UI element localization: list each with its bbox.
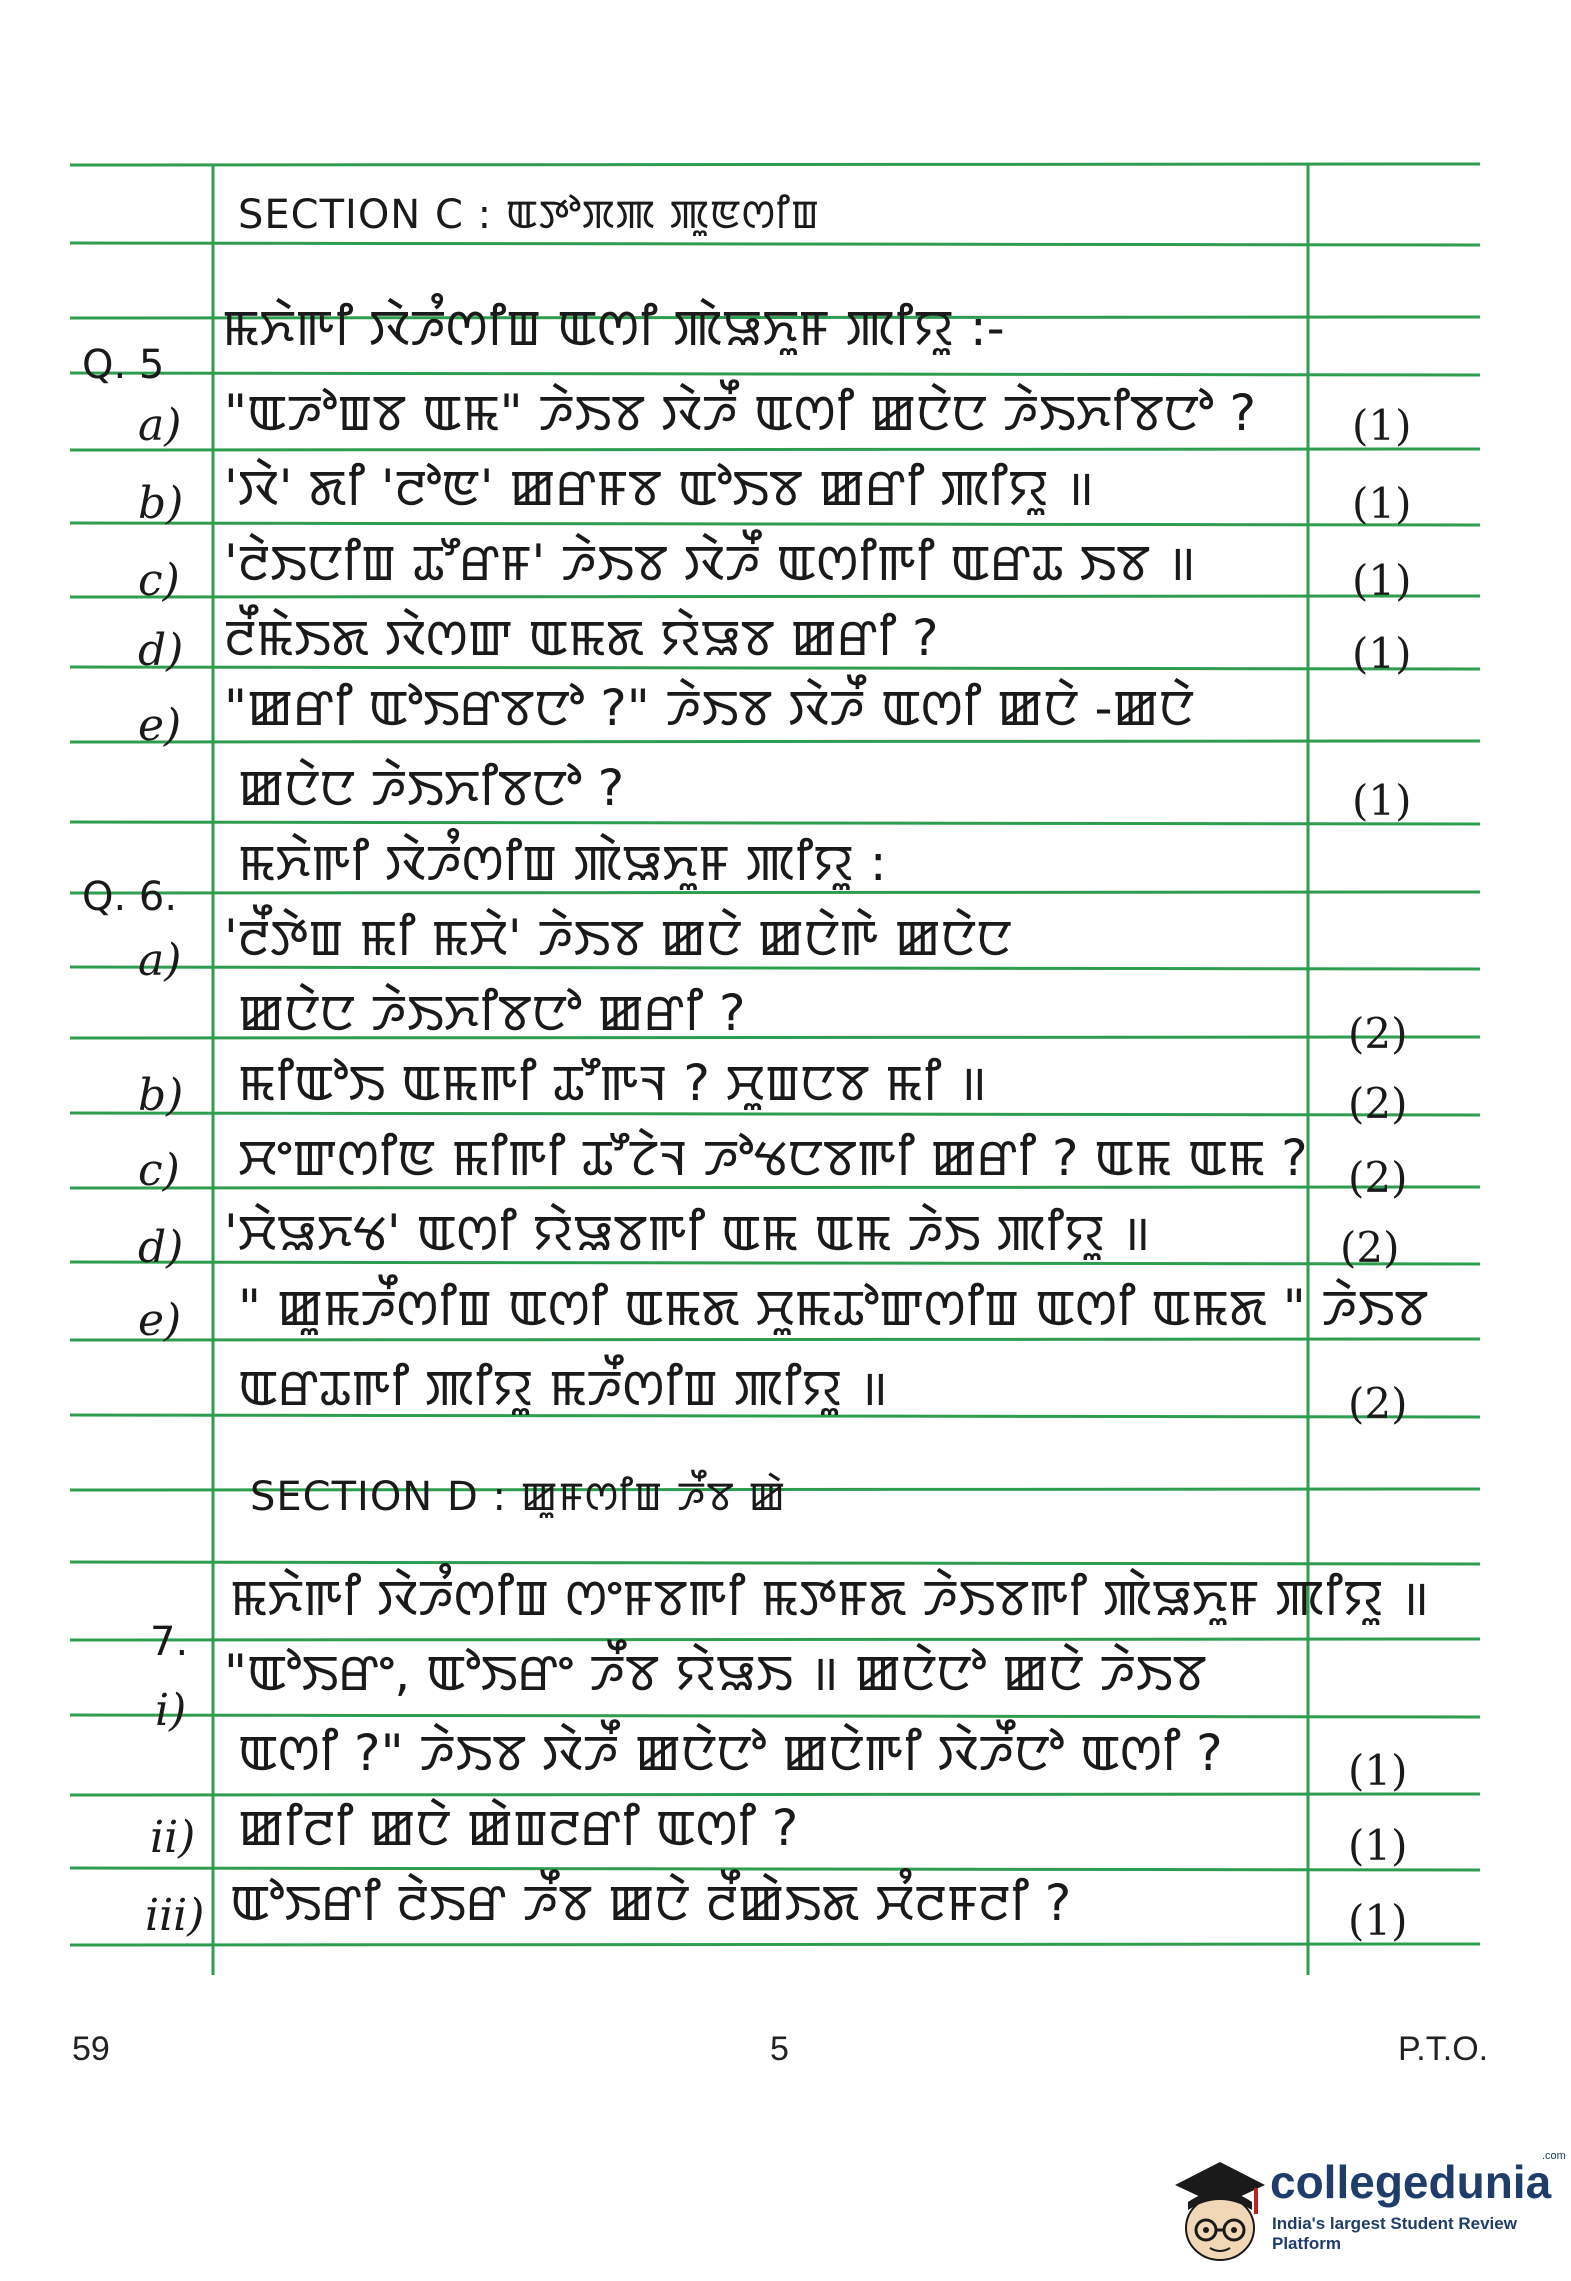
section-c-title: SECTION C : ꯑꯇꯣꯞꯄ ꯄꯨꯟꯁꯤꯡ [238,192,821,238]
q7iii-label: iii) [145,1890,205,1941]
q7iii-marks: (1) [1348,1896,1408,1945]
ruled-line [70,822,1480,824]
ruled-line [70,1715,1480,1717]
ruled-line [70,1944,1480,1945]
q5d-marks: (1) [1352,629,1412,678]
collegedunia-com-suffix: .com [1542,2150,1566,2162]
q5e-label: e) [138,700,182,751]
q5c-label: c) [138,555,180,606]
q6e-marks: (2) [1348,1379,1408,1428]
ruled-line [70,523,1480,525]
q7i-text-line1: "ꯑꯣꯏꯔꯦ, ꯑꯣꯏꯔꯦ ꯍꯩꯕ ꯌꯥꯎꯏ ॥ ꯀꯅꯥꯅꯣ ꯀꯅꯥ ꯍꯥꯏꯕ [224,1644,1207,1702]
q6c-label: c) [138,1145,180,1196]
q7ii-text: ꯀꯤꯂꯤ ꯀꯅꯥ ꯀꯥꯡꯂꯔꯤ ꯑꯁꯤ ? [238,1799,799,1857]
ruled-line [70,243,1480,245]
q7iii-text: ꯑꯣꯏꯔꯤ ꯂꯥꯏꯔ ꯍꯩꯕ ꯀꯅꯥ ꯂꯩꯀꯥꯏꯗ ꯆꯪꯂꯝꯂꯤ ? [230,1874,1072,1932]
q6d-label: d) [138,1222,184,1273]
q6b-label: b) [138,1070,184,1121]
ruled-line [70,1113,1480,1115]
q6e-text-line2: ꯑꯔꯊꯒꯤ ꯄꯤꯌꯨ ꯃꯍꯩꯁꯤꯡ ꯄꯤꯌꯨ ॥ [238,1359,889,1417]
q6d-marks: (2) [1340,1223,1400,1272]
q6b-marks: (2) [1348,1079,1408,1128]
q5e-marks: (1) [1352,776,1412,825]
q5a-marks: (1) [1352,401,1412,450]
q6e-label: e) [138,1295,182,1346]
page-code: 59 [72,2030,110,2068]
q5d-label: d) [138,625,184,676]
q5e-text-line2: ꯀꯅꯥꯅ ꯍꯥꯏꯈꯤꯕꯅꯣ ? [238,759,625,817]
q7-intro: ꯃꯈꯥꯒꯤ ꯋꯥꯍꯪꯁꯤꯡ ꯁꯦꯝꯕꯒꯤ ꯃꯇꯝꯗ ꯍꯥꯏꯕꯒꯤ ꯄꯥꯎꯈꯨꯝ ꯄꯤꯌꯨ ॥ [230,1569,1430,1627]
q5b-label: b) [138,478,184,529]
ruled-line [70,1562,1480,1564]
q6a-text-line2: ꯀꯅꯥꯅ ꯍꯥꯏꯈꯤꯕꯅꯣ ꯀꯔꯤ ? [238,984,746,1042]
q7ii-label: ii) [150,1812,196,1863]
ruled-line [70,373,1480,375]
ruled-line [70,667,1480,669]
pto-label: P.T.O. [1398,2030,1489,2068]
q5b-marks: (1) [1352,479,1412,528]
ruled-line [70,449,1480,450]
ruled-line [70,596,1480,597]
q7ii-marks: (1) [1348,1821,1408,1870]
q5d-text: ꯂꯩꯃꯥꯏꯗ ꯋꯥꯁꯛ ꯑꯃꯗ ꯌꯥꯎꯕ ꯀꯔꯤ ? [224,609,939,667]
page-number: 5 [770,2030,789,2068]
q5e-text-line1: "ꯀꯔꯤ ꯑꯣꯏꯔꯕꯅꯣ ?" ꯍꯥꯏꯕ ꯋꯥꯍꯩ ꯑꯁꯤ ꯀꯅꯥ -ꯀꯅꯥ [224,679,1195,737]
q6-number: Q. 6. [82,874,178,920]
q5-number: Q. 5 [82,342,165,388]
q7i-text-line2: ꯑꯁꯤ ?" ꯍꯥꯏꯕ ꯋꯥꯍꯩ ꯀꯅꯥꯅꯣ ꯀꯅꯥꯒꯤ ꯋꯥꯍꯩꯅꯣ ꯑꯁꯤ ? [238,1724,1223,1782]
q6-intro: ꯃꯈꯥꯒꯤ ꯋꯥꯍꯪꯁꯤꯡ ꯄꯥꯎꯈꯨꯝ ꯄꯤꯌꯨ : [238,834,887,892]
q6d-text: 'ꯆꯥꯎꯈꯠ' ꯑꯁꯤ ꯌꯥꯎꯕꯒꯤ ꯑꯃ ꯑꯃ ꯍꯥꯏ ꯄꯤꯌꯨ ॥ [224,1204,1151,1262]
ruled-line [70,1868,1480,1870]
q6b-text: ꯃꯤꯑꯣꯏ ꯑꯃꯒꯤ ꯊꯧꯒꯜ ? ꯆꯨꯡꯅꯕ ꯃꯤ ॥ [238,1054,988,1112]
q7i-label: i) [155,1685,187,1736]
q6e-text-line1: " ꯀꯨꯃꯍꯩꯁꯤꯡ ꯑꯁꯤ ꯑꯃꯗ ꯆꯨꯃꯊꯣꯛꯁꯤꯡ ꯑꯁꯤ ꯑꯃꯗ " ꯍꯥꯏꯕ [238,1279,1429,1337]
ruled-line [70,164,1480,165]
collegedunia-wordmark: collegedunia [1270,2156,1552,2208]
collegedunia-tagline: India's largest Student Review Platform [1272,2214,1517,2253]
ruled-line [70,1262,1480,1264]
q6a-marks: (2) [1348,1009,1408,1058]
ruled-line [70,1794,1480,1795]
q5c-text: 'ꯂꯥꯏꯅꯤꯡ ꯊꯧꯔꯝ' ꯍꯥꯏꯕ ꯋꯥꯍꯩ ꯑꯁꯤꯒꯤ ꯑꯔꯊ ꯏꯕ ॥ [224,534,1197,592]
ruled-line [70,741,1480,742]
q6c-marks: (2) [1348,1153,1408,1202]
ruled-line [70,967,1480,969]
q5a-text: "ꯑꯍꯣꯡꯕ ꯑꯃ" ꯍꯥꯏꯕ ꯋꯥꯍꯩ ꯑꯁꯤ ꯀꯅꯥꯅ ꯍꯥꯏꯈꯤꯕꯅꯣ ? [224,384,1256,442]
ruled-line [70,1187,1480,1188]
ruled-line [70,1639,1480,1640]
q5a-label: a) [138,400,182,451]
section-d-title: SECTION D : ꯀꯨꯝꯁꯤꯡ ꯍꯩꯕ ꯀꯥ [250,1474,787,1520]
q5c-marks: (1) [1352,556,1412,605]
q6a-label: a) [138,935,182,986]
q6c-text: ꯆꯦꯛꯁꯤꯟ ꯃꯤꯒꯤ ꯊꯧꯖꯥꯜ ꯍꯣꯠꯅꯕꯒꯤ ꯀꯔꯤ ? ꯑꯃ ꯑꯃ ? [238,1129,1308,1187]
ruled-line [70,892,1480,893]
q7i-marks: (1) [1348,1746,1408,1795]
q6a-text-line1: 'ꯂꯩꯇꯥꯡ ꯃꯤ ꯃꯆꯥ' ꯍꯥꯏꯕ ꯀꯅꯥ ꯀꯅꯥꯒꯥ ꯀꯅꯥꯅ [224,909,1012,967]
q7-number: 7. [150,1619,189,1665]
ruled-line [70,1339,1480,1340]
q5b-text: 'ꯋꯥ' ꯗꯤ 'ꯂꯣꯟ' ꯀꯔꯝꯕ ꯑꯣꯏꯕ ꯀꯔꯤ ꯄꯤꯌꯨ ॥ [224,459,1095,517]
q5-intro: ꯃꯈꯥꯒꯤ ꯋꯥꯍꯪꯁꯤꯡ ꯑꯁꯤ ꯄꯥꯎꯈꯨꯝ ꯄꯤꯌꯨ :- [222,299,1005,357]
